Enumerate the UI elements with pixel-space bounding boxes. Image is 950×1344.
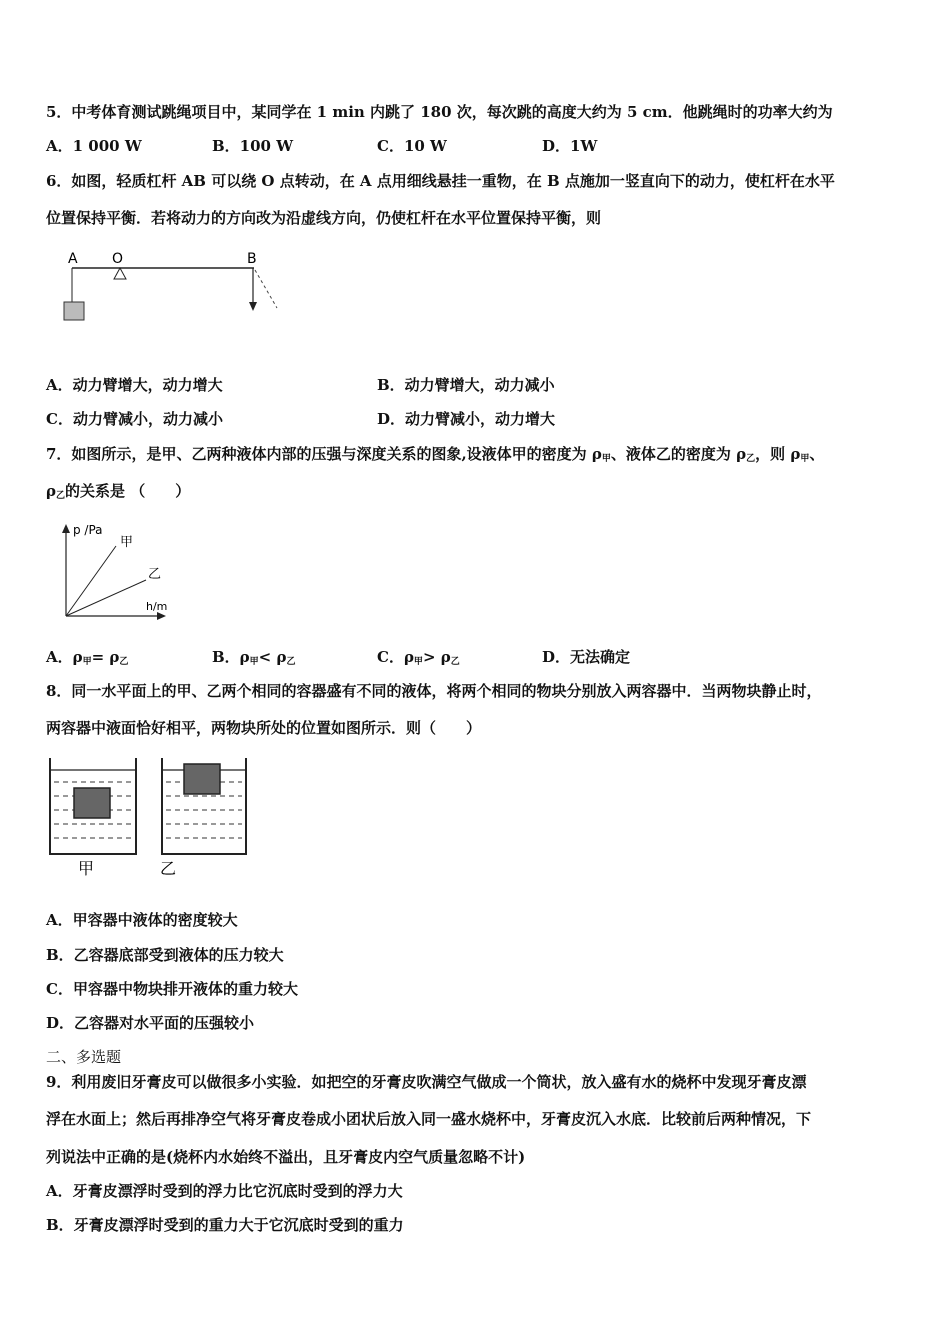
- graph-line-jia: [66, 546, 116, 616]
- q6-stem-line1: 6．如图，轻质杠杆 AB 可以绕 O 点转动，在 A 点用细线悬挂一重物，在 B 点施加一竖直向下的动力，使杠杆在水平: [46, 172, 835, 190]
- q9-stem-line3: 列说法中正确的是(烧杯内水始终不溢出，且牙膏皮内空气质量忽略不计): [46, 1148, 526, 1166]
- q8-option-a[interactable]: A．甲容器中液体的密度较大: [46, 911, 238, 929]
- q8-option-b[interactable]: B．乙容器底部受到液体的压力较大: [46, 946, 284, 964]
- dashed-force-direction: [255, 270, 277, 308]
- q5-option-c[interactable]: C．10 W: [377, 137, 447, 155]
- q5-option-d[interactable]: D．1W: [542, 137, 598, 155]
- graph-line-yi: [66, 580, 146, 616]
- graph-label-jia: 甲: [120, 535, 134, 550]
- block-yi: [184, 764, 220, 794]
- fulcrum: [114, 268, 126, 279]
- graph-y-label: p /Pa: [73, 523, 103, 537]
- lever-diagram: [60, 248, 290, 328]
- q6-option-a[interactable]: A．动力臂增大，动力增大: [46, 376, 223, 394]
- container-label-yi: 乙: [160, 859, 177, 878]
- q6-option-b[interactable]: B．动力臂增大，动力减小: [377, 376, 555, 394]
- q6-option-d[interactable]: D．动力臂减小，动力增大: [377, 410, 556, 428]
- q8-stem-line1: 8．同一水平面上的甲、乙两个相同的容器盛有不同的液体，将两个相同的物块分别放入两容器中．当两物块静止时，: [46, 682, 822, 700]
- section-heading-multi-choice: 二、多选题: [46, 1048, 122, 1066]
- lever-label-b: B: [247, 251, 257, 267]
- q9-option-b[interactable]: B．牙膏皮漂浮时受到的重力大于它沉底时受到的重力: [46, 1216, 404, 1234]
- q7-option-c[interactable]: C．$\rho_甲> \rho_乙$: [377, 648, 460, 667]
- graph-x-label: h/m: [146, 600, 168, 613]
- q9-stem-line2: 浮在水面上；然后再排净空气将牙膏皮卷成小团状后放入同一盛水烧杯中，牙膏皮沉入水底．比较前后两种情况，下: [46, 1110, 812, 1128]
- q8-option-d[interactable]: D．乙容器对水平面的压强较小: [46, 1014, 255, 1032]
- containers-diagram: [44, 756, 254, 880]
- hanging-weight: [64, 302, 84, 320]
- graph-label-yi: 乙: [148, 567, 162, 582]
- container-yi: [162, 758, 246, 854]
- q5-option-a[interactable]: A．1 000 W: [46, 137, 142, 155]
- q5-option-b[interactable]: B．100 W: [212, 137, 294, 155]
- q8-stem-line2: 两容器中液面恰好相平，两物块所处的位置如图所示．则（ ）: [46, 719, 482, 737]
- block-jia: [74, 788, 110, 818]
- q7-option-b[interactable]: B．$\rho_甲< \rho_乙$: [212, 648, 296, 667]
- graph-x-arrow: [157, 612, 166, 620]
- q9-stem-line1: 9．利用废旧牙膏皮可以做很多小实验．如把空的牙膏皮吹满空气做成一个筒状，放入盛有水的烧杯中发现牙膏皮漂: [46, 1073, 807, 1091]
- q5-stem: 5．中考体育测试跳绳项目中，某同学在 1 min 内跳了 180 次，每次跳的高度大约为 5 cm．他跳绳时的功率大约为: [46, 103, 833, 121]
- pressure-depth-graph: [52, 518, 182, 628]
- q7-stem-line2: $\rho_乙$的关系是 （ ）: [46, 482, 191, 501]
- q7-option-d[interactable]: D．无法确定: [542, 648, 631, 666]
- container-label-jia: 甲: [78, 859, 95, 878]
- q6-option-c[interactable]: C．动力臂减小，动力减小: [46, 410, 223, 428]
- q7-option-a[interactable]: A．$\rho_甲= \rho_乙$: [46, 648, 129, 667]
- container-jia: [50, 758, 136, 854]
- q6-stem-line2: 位置保持平衡．若将动力的方向改为沿虚线方向，仍使杠杆在水平位置保持平衡，则: [46, 209, 602, 227]
- q7-stem-line1: 7．如图所示，是甲、乙两种液体内部的压强与深度关系的图象,设液体甲的密度为 $\rho_甲$、液体乙的密度为 $\rho_乙$，则 $\rho_甲$、: [46, 445, 825, 464]
- q9-option-a[interactable]: A．牙膏皮漂浮时受到的浮力比它沉底时受到的浮力大: [46, 1182, 403, 1200]
- lever-label-o: O: [112, 251, 124, 267]
- lever-label-a: A: [68, 251, 78, 267]
- graph-y-arrow: [62, 524, 70, 533]
- q8-option-c[interactable]: C．甲容器中物块排开液体的重力较大: [46, 980, 298, 998]
- force-arrowhead: [249, 302, 257, 311]
